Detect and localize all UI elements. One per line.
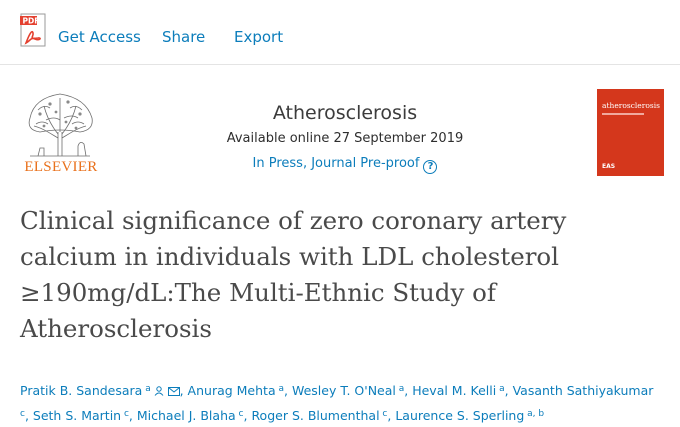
in-press-link[interactable]: In Press, Journal Pre-proof — [252, 156, 420, 171]
author-separator: , — [24, 408, 33, 423]
author-link[interactable]: Vasanth Sathiyakumar — [512, 383, 654, 398]
author-affiliation-sup[interactable]: a — [145, 384, 151, 394]
cover-eas-badge: EAS — [602, 163, 616, 170]
get-access-link[interactable]: Get Access — [58, 28, 141, 46]
author-link[interactable]: Seth S. Martin — [32, 408, 122, 423]
author-separator: , — [387, 408, 396, 423]
cover-subtitle-bar — [602, 113, 644, 115]
author-separator: , — [128, 408, 137, 423]
author-separator: , — [404, 383, 413, 398]
author-list — [20, 379, 660, 426]
author-separator: , — [179, 383, 188, 398]
author-affiliation-sup[interactable]: c — [20, 409, 25, 419]
author-link[interactable]: Laurence S. Sperling — [395, 408, 525, 423]
author-affiliation-sup[interactable]: c — [382, 409, 388, 419]
author-link[interactable]: Anurag Mehta — [187, 383, 276, 398]
author-affiliation-sup[interactable]: c — [123, 409, 129, 419]
person-icon[interactable] — [154, 386, 164, 396]
author-affiliation-sup[interactable]: a — [278, 384, 284, 394]
author-affiliation-sup[interactable]: a — [398, 384, 405, 394]
article-toolbar — [0, 0, 680, 64]
help-icon[interactable]: ? — [423, 160, 437, 174]
toolbar-divider — [0, 64, 680, 65]
author-link[interactable]: Wesley T. O'Neal — [291, 383, 396, 398]
journal-title-link[interactable]: Atherosclerosis — [272, 102, 418, 124]
author-separator: , — [284, 383, 292, 398]
author-affiliation-sup[interactable]: a — [499, 384, 505, 394]
cover-title: atherosclerosis — [602, 101, 660, 110]
share-button[interactable]: Share — [162, 28, 206, 46]
article-title: Clinical significance of zero coronary artery calcium in individuals with LDL cholesterol ≥190mg/dL:The Multi-Ethnic Study of Atherosclerosis — [20, 206, 567, 343]
author-separator: , — [243, 408, 252, 423]
envelope-icon[interactable] — [168, 387, 180, 396]
journal-info — [180, 100, 510, 174]
author-link[interactable]: Michael J. Blaha — [136, 408, 236, 423]
author-separator: , — [504, 383, 513, 398]
author-link[interactable]: Pratik B. Sandesara — [20, 383, 143, 398]
in-press-row — [180, 152, 510, 174]
author-affiliation-sup[interactable]: a, b — [527, 409, 545, 419]
journal-cover-image[interactable] — [597, 89, 664, 176]
export-button[interactable]: Export — [234, 28, 284, 46]
author-link[interactable]: Heval M. Kelli — [412, 383, 497, 398]
author-link[interactable]: Roger S. Blumenthal — [251, 408, 380, 423]
available-online-date: Available online 27 September 2019 — [226, 131, 464, 146]
author-affiliation-sup[interactable]: c — [238, 409, 244, 419]
pdf-icon[interactable] — [20, 13, 50, 51]
publisher-name: ELSEVIER — [24, 159, 98, 175]
pdf-icon-label: PDF — [22, 16, 40, 26]
